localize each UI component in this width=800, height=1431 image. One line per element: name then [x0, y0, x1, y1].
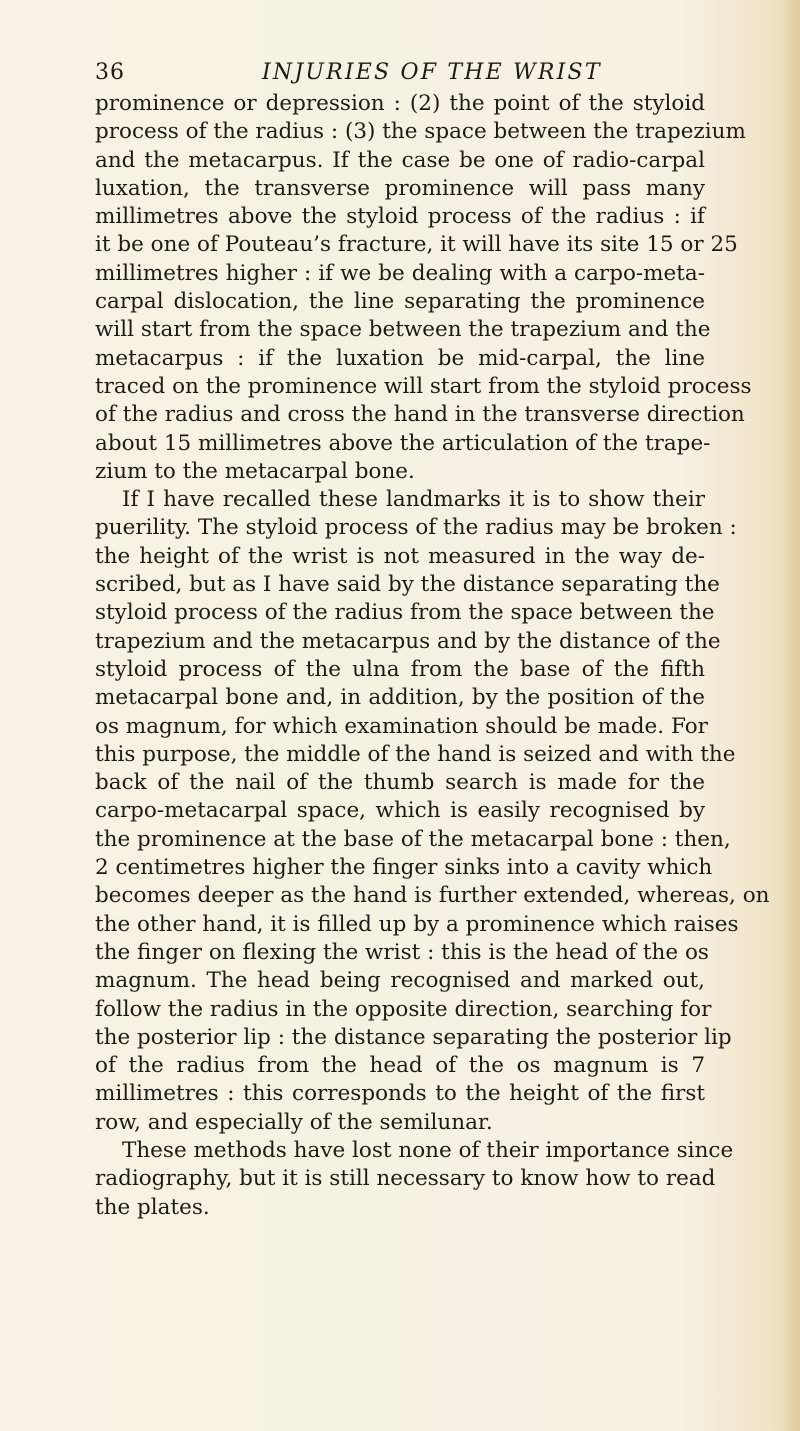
running-head	[95, 60, 705, 94]
text-line: millimetres above the styloid process of the radius : if	[95, 204, 705, 230]
page-edge-shading	[782, 0, 800, 1431]
text-line: the height of the wrist is not measured in the way de-	[95, 543, 705, 569]
text-line: luxation, the transverse prominence will pass many	[95, 175, 705, 201]
text-line: carpal dislocation, the line separating the prominence	[95, 289, 705, 315]
text-line: trapezium and the metacarpus and by the distance of the	[95, 628, 721, 654]
text-line: os magnum, for which examination should be made. For	[95, 713, 708, 739]
text-line: becomes deeper as the hand is further extended, whereas, on	[95, 883, 770, 909]
text-line: the other hand, it is filled up by a prominence which raises	[95, 911, 739, 937]
text-line: radiography, but it is still necessary to know how to read	[95, 1166, 716, 1192]
text-line: metacarpus : if the luxation be mid-carpal, the line	[95, 345, 705, 371]
text-line: traced on the prominence will start from the styloid process	[95, 373, 752, 399]
text-line: it be one of Pouteau’s fracture, it will have its site 15 or 25	[95, 232, 738, 258]
text-line: magnum. The head being recognised and marked out,	[95, 968, 705, 994]
text-line: of the radius from the head of the os magnum is 7	[95, 1053, 705, 1079]
text-line: follow the radius in the opposite direction, searching for	[95, 996, 712, 1022]
text-line: millimetres : this corresponds to the height of the first	[95, 1081, 705, 1107]
paragraph-start-line: These methods have lost none of their importance since	[122, 1137, 734, 1163]
text-line: the posterior lip : the distance separating the posterior lip	[95, 1024, 732, 1050]
text-line: of the radius and cross the hand in the transverse direction	[95, 402, 745, 428]
text-line: puerility. The styloid process of the radius may be broken :	[95, 515, 737, 541]
paragraph-end-line: zium to the metacarpal bone.	[95, 458, 415, 484]
text-line: and the metacarpus. If the case be one of radio-carpal	[95, 147, 705, 173]
text-line: 2 centimetres higher the finger sinks into a cavity which	[95, 855, 713, 881]
text-line: prominence or depression : (2) the point of the styloid	[95, 91, 705, 116]
text-line: carpo-metacarpal space, which is easily recognised by	[95, 798, 705, 824]
running-title: INJURIES OF THE WRIST	[262, 60, 602, 85]
text-line: metacarpal bone and, in addition, by the position of the	[95, 685, 705, 711]
text-line: about 15 millimetres above the articulation of the trape-	[95, 430, 711, 456]
text-line: millimetres higher : if we be dealing with a carpo-meta-	[95, 260, 705, 286]
text-line: scribed, but as I have said by the distance separating the	[95, 572, 720, 598]
text-line: back of the nail of the thumb search is made for the	[95, 770, 705, 796]
paragraph-start-line: If I have recalled these landmarks it is to show their	[122, 487, 705, 513]
paragraph-end-line: the plates.	[95, 1194, 210, 1220]
text-line: this purpose, the middle of the hand is seized and with the	[95, 741, 736, 767]
body-text	[95, 90, 770, 1222]
text-line: the prominence at the base of the metacarpal bone : then,	[95, 826, 731, 852]
text-line: styloid process of the radius from the space between the	[95, 600, 715, 626]
text-line: styloid process of the ulna from the base of the fifth	[95, 656, 705, 682]
text-line: will start from the space between the trapezium and the	[95, 317, 711, 343]
paragraph-end-line: row, and especially of the semilunar.	[95, 1109, 493, 1135]
text-line: the finger on flexing the wrist : this is the head of the os	[95, 939, 709, 965]
text-line: process of the radius : (3) the space between the trapezium	[95, 119, 746, 145]
page-number: 36	[95, 60, 125, 85]
